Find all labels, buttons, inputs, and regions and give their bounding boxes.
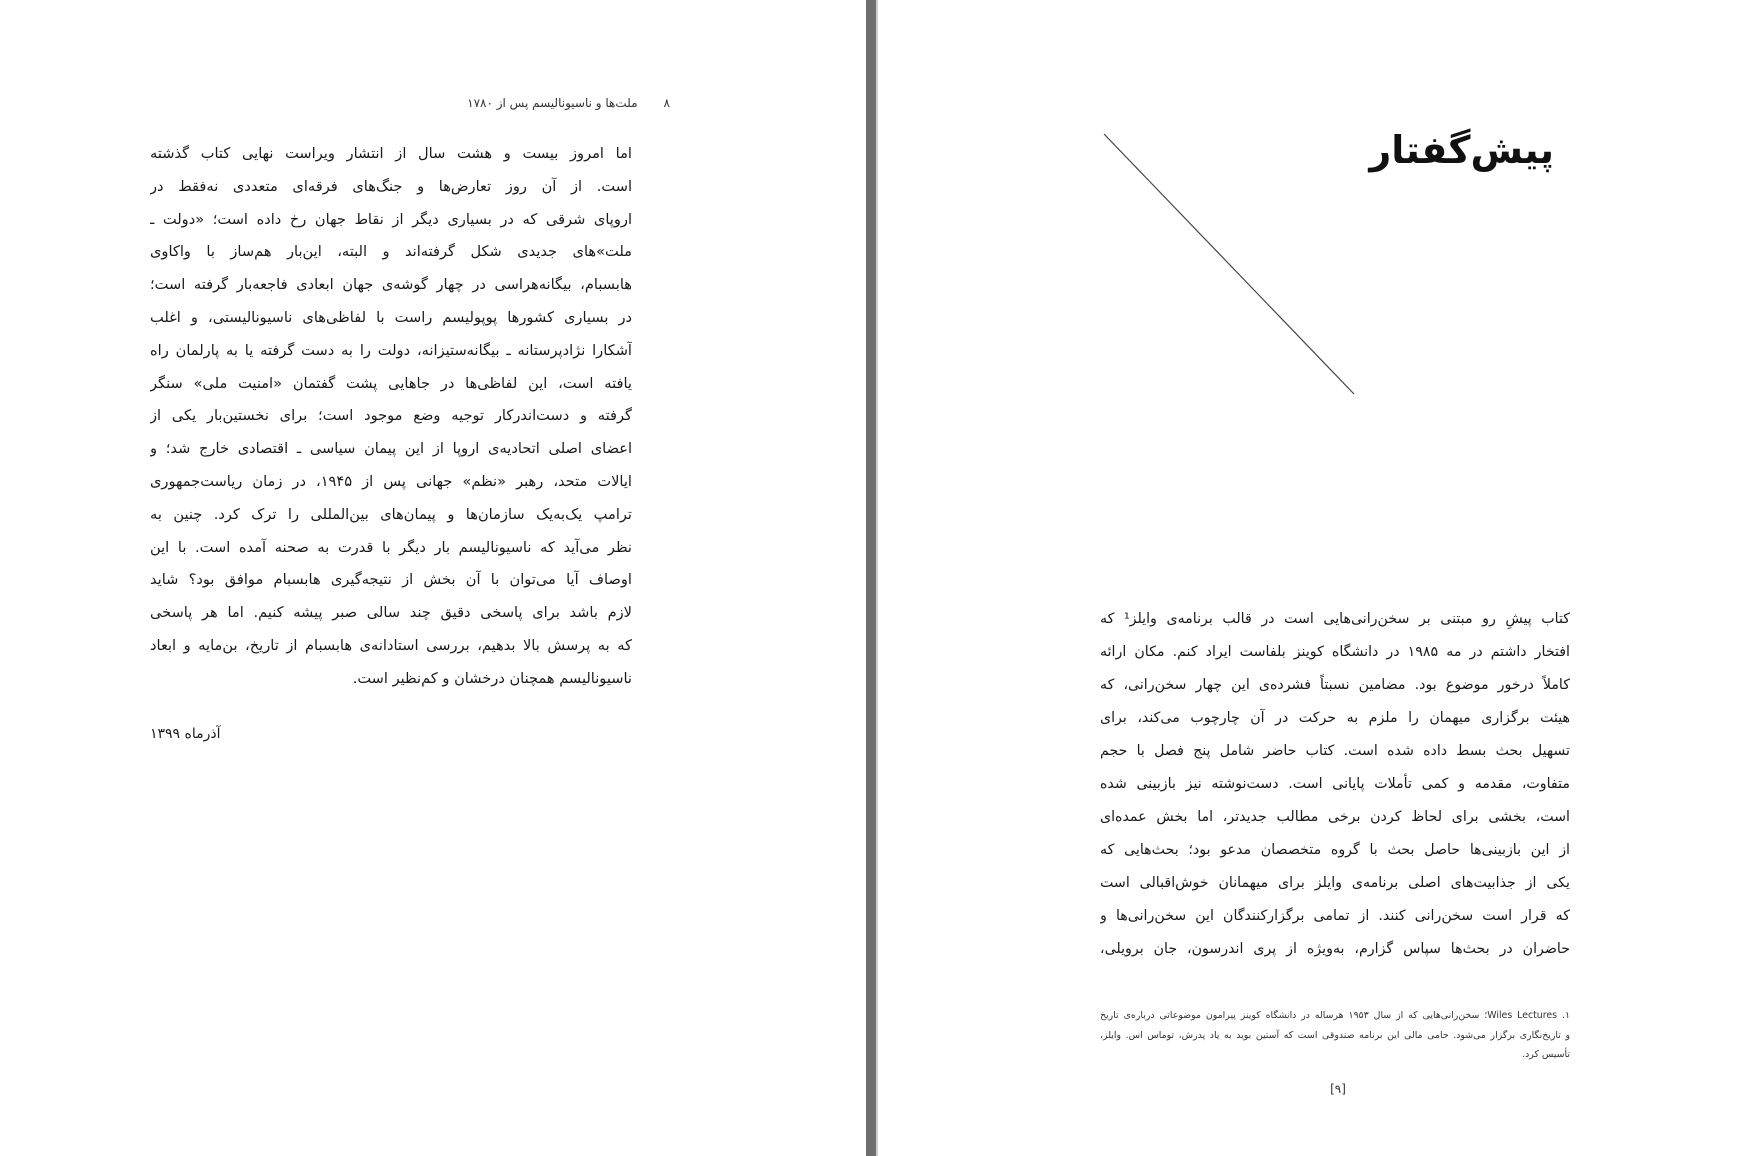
paragraph-line: اروپای شرقی که در بسیاری دیگر از نقاط جهان رخ داده است؛ «دولت ـ <box>150 210 632 228</box>
paragraph-line: است، بخشی برای لحاظ کردن برخی مطالب جدیدتر، اما بخش عمده‌ای <box>1100 809 1570 825</box>
footnote-line: و تاریخ‌نگاری برگزار می‌شود. حامی مالی این برنامه صندوقی است که آستین بوید به یاد پدرش، توماس اس. وایلز، <box>1100 1029 1570 1041</box>
signature-date: آذرماه ۱۳۹۹ <box>150 726 221 742</box>
paragraph-line: آشکارا نژادپرستانه ـ بیگانه‌ستیزانه، دولت را به دست گرفته یا به پارلمان راه <box>150 341 632 359</box>
book-gutter <box>866 0 876 1156</box>
running-head <box>467 96 670 110</box>
paragraph-line: اوصاف آیا می‌توان با آن بخش از نتیجه‌گیری هابسبام موافق بود؟ شاید <box>150 571 632 589</box>
footnote-line: ۱. Wiles Lectures؛ سخن‌رانی‌هایی که از سال ۱۹۵۳ هرساله در دانشگاه کوینز پیرامون موضوعاتی درباره‌ی تاریخ <box>1100 1010 1570 1021</box>
paragraph-line: گرفته و دست‌اندرکار توجیه وضع موجود است؛ برای نخستین‌بار یکی از <box>150 407 632 425</box>
paragraph-line: یکی از جذابیت‌های اصلی برنامه‌ی وایلز برای میهمانان خوش‌اقبالی است <box>1100 875 1570 891</box>
paragraph-line: متفاوت، مقدمه و کمی تأملات پایانی است. دست‌نوشته نیز بازبینی شده <box>1100 776 1570 792</box>
paragraph-line: هابسبام، بیگانه‌هراسی در چهار گوشه‌ی جهان ابعادی فاجعه‌بار گرفته است؛ <box>150 276 632 294</box>
page-number: [۹] <box>1330 1082 1346 1096</box>
paragraph-line: اما امروز بیست و هشت سال از انتشار ویراست نهایی کتاب گذشته <box>150 145 632 162</box>
paragraph-line: ایالات متحد، رهبر «نظم» جهانی پس از ۱۹۴۵، در زمان ریاست‌جمهوری <box>150 472 632 490</box>
paragraph-line: است. از آن روز تعارض‌ها و جنگ‌های فرقه‌ای متعددی نه‌فقط در <box>150 177 632 195</box>
footnote-line: تأسیس کرد. <box>1522 1049 1570 1060</box>
paragraph-line: هیئت برگزاری میهمان را ملزم به حرکت در آن چارچوب می‌کند، برای <box>1100 710 1570 726</box>
paragraph-line: ترامپ یک‌به‌یک سازمان‌ها و پیمان‌های بین‌المللی را ترک کرد. چنین به <box>150 505 632 523</box>
footnote <box>1100 1006 1570 1065</box>
left-page <box>0 0 866 1156</box>
right-body-paragraph <box>1100 603 1570 966</box>
paragraph-line: تسهیل بحث بسط داده شده است. کتاب حاضر شامل پنج فصل با حجم <box>1100 743 1570 759</box>
paragraph-line: حاضران در بحث‌ها سپاس گزارم، به‌ویژه از پری اندرسون، جان برویلی، <box>1100 941 1570 957</box>
left-body-paragraph <box>150 138 632 696</box>
paragraph-line: افتخار داشتم در مه ۱۹۸۵ در دانشگاه کوینز بلفاست ایراد کنم. مکان ارائه <box>1100 644 1570 660</box>
paragraph-line: لازم باشد برای پاسخی دقیق چند سالی صبر پیشه کنیم. اما هر پاسخی <box>150 604 632 622</box>
paragraph-line: که قرار است سخن‌رانی کنند. از تمامی برگزارکنندگان این سخن‌رانی‌ها و <box>1100 908 1570 924</box>
decorative-diagonal-line <box>1100 132 1360 402</box>
paragraph-line: اعضای اصلی اتحادیه‌ی اروپا از این پیمان سیاسی ـ اقتصادی خارج شد؛ و <box>150 440 632 458</box>
paragraph-line: ناسیونالیسم همچنان درخشان و کم‌نظیر است. <box>352 669 632 687</box>
chapter-title: پیش‌گفتار <box>1369 128 1554 172</box>
paragraph-line: کاملاً درخور موضوع بود. مضامین نسبتاً فشرده‌ی این چهار سخن‌رانی، که <box>1100 677 1570 693</box>
left-page-number: ۸ <box>663 96 670 110</box>
paragraph-line: در بسیاری کشورها پوپولیسم راست با لفاظی‌های ناسیونالیستی، و اغلب <box>150 308 632 326</box>
paragraph-line: یافته است، این لفاظی‌ها در جاهایی پشت گفتمان «امنیت ملی» سنگر <box>150 374 632 392</box>
paragraph-line: ملت»های جدیدی شکل گرفته‌اند و البته، این‌بار هم‌ساز با واکاوی <box>150 243 632 261</box>
running-head-title: ملت‌ها و ناسیونالیسم پس از ۱۷۸۰ <box>467 96 638 110</box>
paragraph-line: کتاب پیشِ رو مبتنی بر سخن‌رانی‌هایی است در قالب برنامه‌ی وایلز¹ که <box>1100 611 1570 627</box>
paragraph-line: که به پرسش بالا بدهیم، بررسی استادانه‌ی هابسبام از تاریخ، بن‌مایه و ابعاد <box>150 636 632 654</box>
paragraph-line: نظر می‌آید که ناسیونالیسم بار دیگر با قدرت به صحنه آمده است. با این <box>150 538 632 556</box>
paragraph-line: از این بازبینی‌ها حاصل بحث با گروه متخصصان مدعو بود؛ بحث‌هایی که <box>1100 842 1570 858</box>
